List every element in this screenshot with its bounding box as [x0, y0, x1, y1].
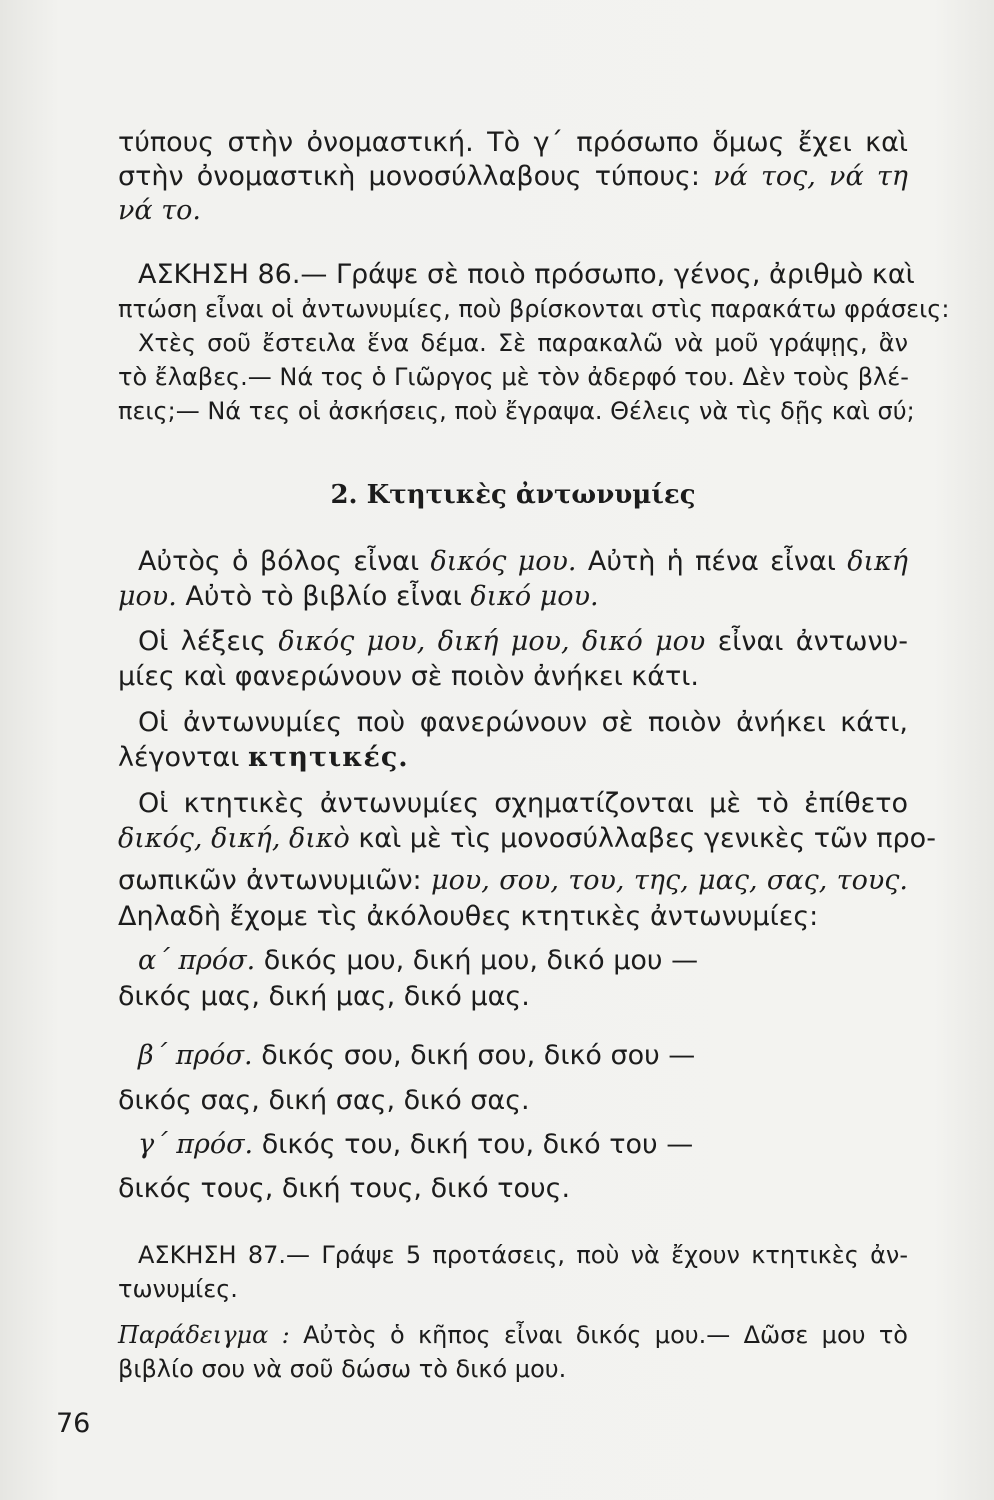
person-label: γ΄ πρόσ.: [138, 1129, 254, 1160]
text-span: εἶναι ἀντωνυ-: [717, 626, 908, 657]
text-line: νά το.: [118, 195, 202, 226]
text-span: Αὐτὴ ἡ πένα εἶναι: [587, 546, 836, 577]
person-line: δικός τους, δική τους, δικό τους.: [118, 1173, 571, 1204]
person-line: [118, 1039, 908, 1073]
text-line: Οἱ κτητικὲς ἀντωνυμίες σχηματίζονται μὲ τὸ ἐπίθετο: [138, 788, 908, 819]
exercise-86-line: ΑΣΚΗΣΗ 86.— Γράψε σὲ ποιὸ πρόσωπο, γένος, ἀριθμὸ καὶ: [138, 259, 915, 290]
text-span: σωπικῶν ἀντωνυμιῶν:: [118, 865, 422, 896]
text-line: τύπους στὴν ὀνομαστική. Τὸ γ΄ πρόσωπο ὅμως ἔχει καὶ: [118, 127, 908, 158]
text-line: [118, 160, 908, 194]
text-span: λέγονται: [118, 742, 240, 773]
exercise-87-line: ΑΣΚΗΣΗ 87.— Γράψε 5 προτάσεις, ποὺ νὰ ἔχουν κτητικὲς ἀν-: [138, 1241, 908, 1269]
example-label: Παράδειγμα :: [118, 1321, 290, 1349]
text-span: Αὐτὸς ὁ βόλος εἶναι: [138, 546, 420, 577]
text-line: [118, 822, 936, 856]
person-forms: δικός μου, δική μου, δικό μου —: [263, 945, 699, 976]
exercise-86-line: πεις;— Νά τες οἱ ἀσκήσεις, ποὺ ἔγραψα. Θέλεις νὰ τὶς δῇς καὶ σύ;: [118, 397, 915, 425]
person-label: β΄ πρόσ.: [138, 1040, 253, 1071]
italic-text: νά τος, νά τη: [713, 161, 908, 192]
text-line: [118, 864, 908, 898]
text-span: καὶ μὲ τὶς μονοσύλλαβες γενικὲς τῶν προ-: [358, 823, 936, 854]
person-label: α΄ πρόσ.: [138, 945, 256, 976]
section-heading: 2. Κτητικὲς ἀντωνυμίες: [330, 480, 696, 510]
text-line: Οἱ ἀντωνυμίες ποὺ φανερώνουν σὲ ποιὸν ἀνήκει κάτι,: [138, 707, 908, 738]
exercise-87-line: βιβλίο σου νὰ σοῦ δώσω τὸ δικό μου.: [118, 1355, 567, 1383]
italic-text: δική: [847, 546, 908, 577]
exercise-86-line: πτώση εἶναι οἱ ἀντωνυμίες, ποὺ βρίσκονται στὶς παρακάτω φράσεις:: [118, 295, 950, 323]
text-span: στὴν ὀνομαστικὴ μονοσύλλαβους τύπους:: [118, 161, 700, 192]
person-line: δικός σας, δική σας, δικό σας.: [118, 1085, 530, 1116]
person-line: [118, 1128, 908, 1162]
italic-text: μου, σου, του, της, μας, σας, τους.: [431, 865, 908, 896]
person-forms: δικός σου, δική σου, δικό σου —: [261, 1040, 696, 1071]
text-span: Αὐτὸ τὸ βιβλίο εἶναι: [185, 581, 462, 612]
text-line: Δηλαδὴ ἔχομε τὶς ἀκόλουθες κτητικὲς ἀντωνυμίες:: [118, 901, 819, 932]
text-line: [118, 741, 908, 775]
bold-term: κτητικές.: [247, 742, 409, 773]
text-line: [118, 545, 908, 579]
text-line: [118, 625, 908, 659]
italic-text: δικός μου.: [430, 546, 577, 577]
page-number: 76: [56, 1408, 91, 1439]
text-span: Οἱ λέξεις: [138, 626, 266, 657]
text-line: [118, 580, 908, 614]
exercise-87-line: τωνυμίες.: [118, 1275, 238, 1303]
exercise-86-line: Χτὲς σοῦ ἔστειλα ἕνα δέμα. Σὲ παρακαλῶ νὰ μοῦ γράψῃς, ἂν: [138, 329, 908, 357]
person-line: [118, 944, 908, 978]
italic-text: μου.: [118, 581, 177, 612]
exercise-86-line: τὸ ἔλαβες.— Νά τος ὁ Γιῶργος μὲ τὸν ἀδερφό του. Δὲν τοὺς βλέ-: [118, 363, 909, 391]
person-line: δικός μας, δική μας, δικό μας.: [118, 981, 530, 1012]
text-span: Αὐτὸς ὁ κῆπος εἶναι δικός μου.— Δῶσε μου τὸ: [303, 1321, 908, 1349]
exercise-87-line: [118, 1318, 908, 1352]
person-forms: δικός του, δική του, δικό του —: [261, 1129, 694, 1160]
italic-text: δικός, δική, δικὸ: [118, 823, 350, 854]
text-line: μίες καὶ φανερώνουν σὲ ποιὸν ἀνήκει κάτι.: [118, 661, 699, 692]
italic-text: δικός μου, δική μου, δικό μου: [278, 626, 706, 657]
italic-text: δικό μου.: [470, 581, 599, 612]
